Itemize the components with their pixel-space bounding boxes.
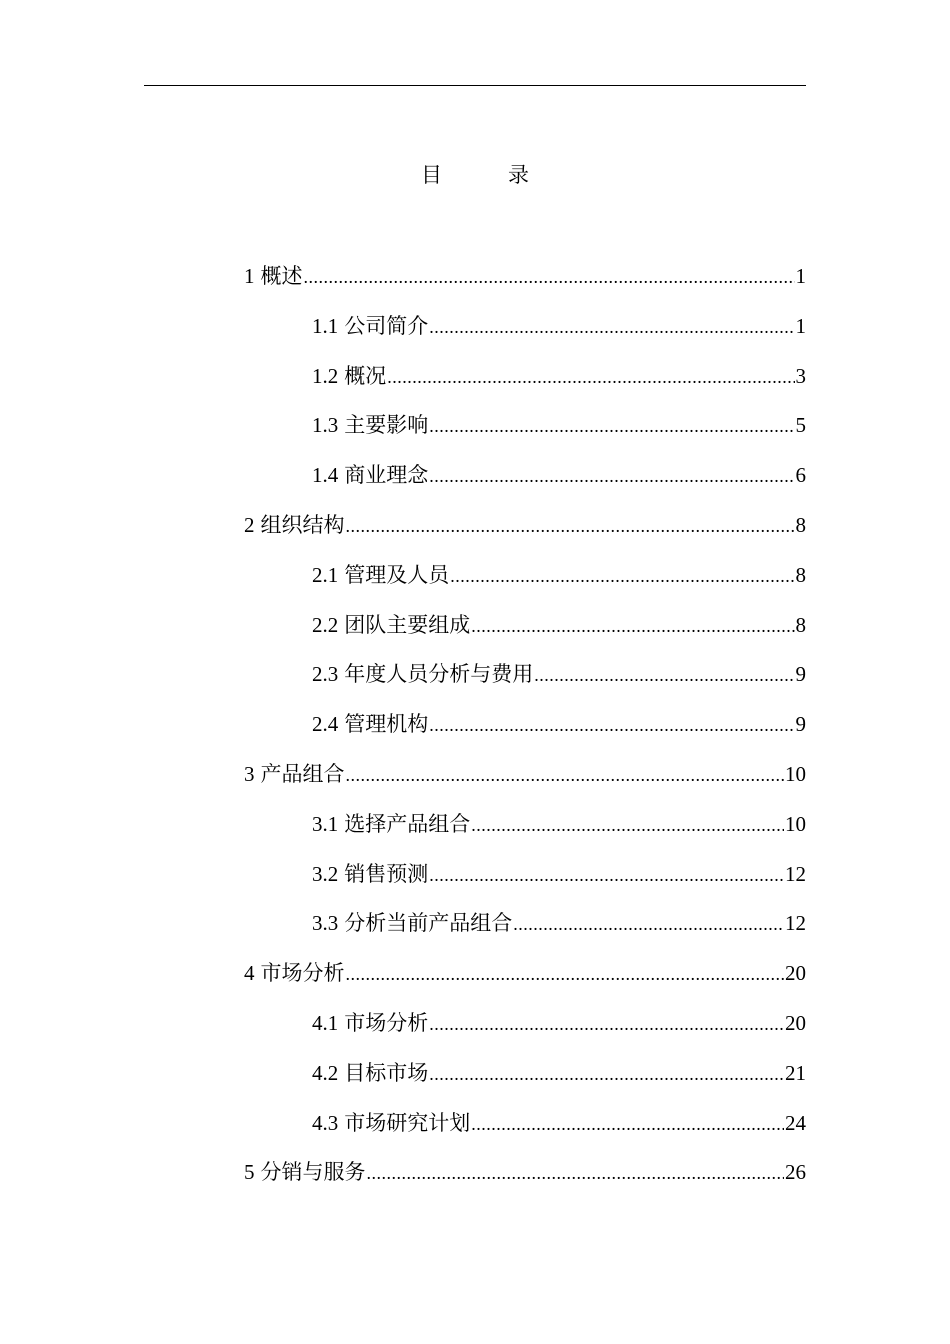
toc-entry-number: 3.1 <box>312 811 339 836</box>
dot-leader <box>367 1153 785 1193</box>
toc-entry-page-number: 20 <box>785 1011 806 1035</box>
toc-entry-page-number: 6 <box>795 463 806 488</box>
dot-leader <box>429 855 784 895</box>
dot-leader <box>429 456 794 496</box>
toc-entry-label: 概况 <box>344 363 387 388</box>
toc-entry-page-number: 12 <box>785 911 806 936</box>
toc-entry-label: 目标市场 <box>344 1060 429 1085</box>
toc-entry-label: 市场研究计划 <box>344 1110 471 1135</box>
toc-entry-page-number: 1 <box>795 313 806 338</box>
toc-entry-label: 市场分析 <box>260 961 345 986</box>
toc-entry[interactable] <box>312 306 806 346</box>
toc-entry-label: 主要影响 <box>344 413 429 438</box>
toc-entry[interactable] <box>312 405 806 445</box>
toc-entry[interactable] <box>244 1152 806 1192</box>
dot-leader <box>450 556 794 596</box>
toc-entry-page-number: 21 <box>785 1060 806 1085</box>
dot-leader <box>346 506 795 546</box>
toc-entry-label: 公司简介 <box>344 313 429 338</box>
toc-entry-number: 1.1 <box>312 313 339 338</box>
toc-entry-label: 市场分析 <box>344 1011 429 1035</box>
toc-entry-number: 4.1 <box>312 1011 339 1035</box>
toc-entry[interactable] <box>244 754 806 794</box>
toc-entry-number: 1 <box>244 264 255 288</box>
toc-entry[interactable] <box>312 854 806 894</box>
toc-entry-number: 1.4 <box>312 463 339 488</box>
toc-entry-label: 管理机构 <box>344 712 429 737</box>
toc-entry-page-number: 8 <box>795 513 806 537</box>
toc-entry-page-number: 10 <box>785 762 806 786</box>
toc-entry-number: 4 <box>244 961 255 986</box>
toc-entry-page-number: 9 <box>795 662 806 687</box>
toc-entry-page-number: 1 <box>795 264 806 288</box>
dot-leader <box>471 606 794 646</box>
toc-entry-number: 4.3 <box>312 1110 339 1135</box>
dot-leader <box>429 1004 784 1044</box>
toc-entry[interactable] <box>312 704 806 744</box>
toc-entry[interactable] <box>312 455 806 495</box>
toc-entry[interactable] <box>312 1103 806 1143</box>
toc-entry-page-number: 26 <box>785 1160 806 1185</box>
toc-entry-number: 2.3 <box>312 662 339 687</box>
toc-entry[interactable] <box>312 555 806 595</box>
toc-entry-label: 销售预测 <box>344 861 429 886</box>
toc-entry-label: 商业理念 <box>344 463 429 488</box>
toc-entry-label: 概述 <box>260 264 303 288</box>
toc-entry-label: 管理及人员 <box>344 562 450 587</box>
toc-entry-label: 产品组合 <box>260 762 345 786</box>
toc-entry[interactable] <box>312 1053 806 1093</box>
toc-entry[interactable] <box>312 356 806 396</box>
toc-title-char-2: 录 <box>508 163 529 187</box>
dot-leader <box>429 1054 784 1094</box>
toc-entry[interactable] <box>312 804 806 844</box>
dot-leader <box>471 805 784 845</box>
toc-entry-label: 团队主要组成 <box>344 612 471 637</box>
toc-entry[interactable] <box>244 256 806 296</box>
dot-leader <box>429 406 794 446</box>
toc-entry-number: 2.4 <box>312 712 339 737</box>
toc-entry-page-number: 8 <box>795 562 806 587</box>
toc-entry[interactable] <box>312 654 806 694</box>
toc-entry-page-number: 24 <box>785 1110 806 1135</box>
toc-entry-number: 3.2 <box>312 861 339 886</box>
dot-leader <box>304 257 795 297</box>
dot-leader <box>346 954 785 994</box>
dot-leader <box>346 755 785 795</box>
toc-entry-label: 组织结构 <box>260 513 345 537</box>
toc-entry-label: 年度人员分析与费用 <box>344 662 534 687</box>
toc-entry-number: 3.3 <box>312 911 339 936</box>
toc-title-char-1: 目 <box>421 163 442 187</box>
toc-entry[interactable] <box>312 605 806 645</box>
toc-entry[interactable] <box>312 1003 806 1043</box>
toc-entry-label: 分销与服务 <box>260 1160 366 1185</box>
toc-entry-page-number: 8 <box>795 612 806 637</box>
toc-entry-page-number: 3 <box>795 363 806 388</box>
toc-entry[interactable] <box>244 953 806 993</box>
toc-entry-page-number: 5 <box>795 413 806 438</box>
toc-entry-number: 2.1 <box>312 562 339 587</box>
dot-leader <box>387 357 794 397</box>
toc-entry-page-number: 12 <box>785 861 806 886</box>
toc-entry-number: 1.2 <box>312 363 339 388</box>
dot-leader <box>513 904 784 944</box>
toc-entry-number: 5 <box>244 1160 255 1185</box>
toc-entry-number: 2 <box>244 513 255 537</box>
dot-leader <box>429 705 794 745</box>
toc-entry[interactable] <box>312 903 806 943</box>
toc-entry-page-number: 10 <box>785 811 806 836</box>
toc-entry-page-number: 9 <box>795 712 806 737</box>
toc-title <box>0 161 950 189</box>
toc-entry[interactable] <box>244 505 806 545</box>
toc-entry-number: 2.2 <box>312 612 339 637</box>
toc-entry-number: 3 <box>244 762 255 786</box>
header-rule <box>144 85 806 86</box>
toc-entry-number: 4.2 <box>312 1060 339 1085</box>
dot-leader <box>429 307 794 347</box>
toc-entry-page-number: 20 <box>785 961 806 986</box>
toc-entry-number: 1.3 <box>312 413 339 438</box>
dot-leader <box>534 655 794 695</box>
toc-entry-label: 分析当前产品组合 <box>344 911 513 936</box>
dot-leader <box>471 1104 784 1144</box>
toc-entry-label: 选择产品组合 <box>344 811 471 836</box>
